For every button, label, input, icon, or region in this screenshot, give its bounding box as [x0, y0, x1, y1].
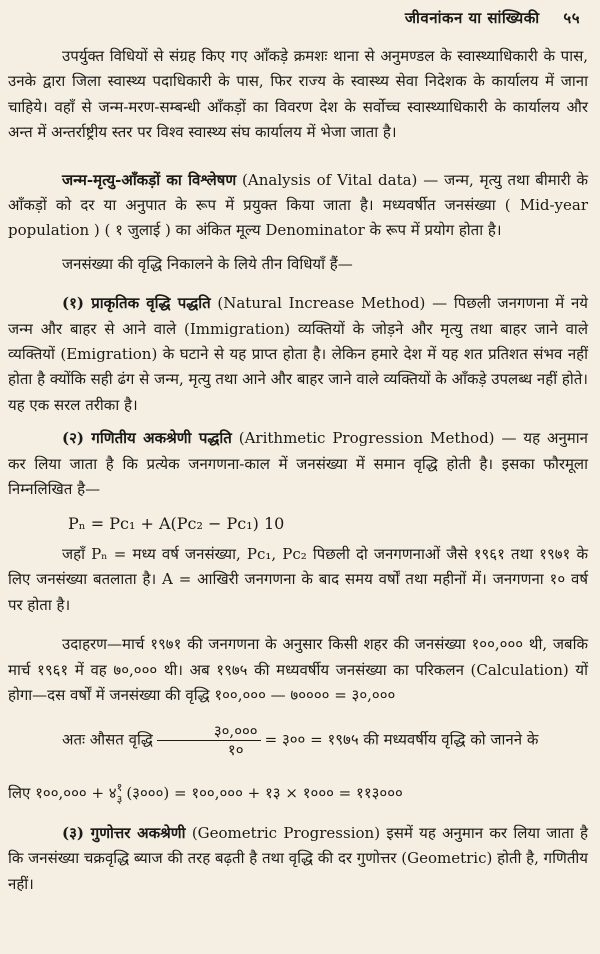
- heading-geometric: (३) गुणोत्तर अकश्रेणी: [62, 823, 186, 842]
- heading-natural-increase: (१) प्राकृतिक वृद्धि पद्धति: [62, 294, 211, 313]
- heading-arithmetic: (२) गणितीय अकश्रेणी पद्धति: [62, 429, 232, 448]
- paragraph-three-methods: जनसंख्या की वृद्धि निकालने के लिये तीन विधियाँ हैं—: [62, 254, 353, 273]
- calc-average-prefix: अतः औसत वृद्धि: [62, 730, 153, 749]
- calc-result-prefix: लिए १००,००० + ४: [8, 784, 117, 803]
- paragraph-geometric: [8, 821, 588, 897]
- formula-arithmetic: Pₙ = Pc₁ + A(Pc₂ − Pc₁) 10: [68, 513, 285, 533]
- fraction-denominator: १०: [227, 741, 244, 760]
- calculation-result: [8, 781, 588, 806]
- running-header: [405, 8, 580, 28]
- paragraph-data-flow: उपर्युक्त विधियों से संग्रह किए गए आँकड़े क्रमशः थाना से अनुमण्डल के स्वास्थ्याधिकारी के पास, उनके द्वारा जिला स्वास्थ्य पदाधिकारी के पास, फिर राज्य के स्वास्थ्य सेवा निदेशक के कार्यालय में जाना चाहिये। वहाँ से जन्म-मरण-सम्बन्धी आँकड़ों का विवरण देश के सर्वोच्च स्वास्थ्याधिकारी के कार्यालय और अन्त में अन्तर्राष्ट्रीय स्तर पर विश्व स्वास्थ्य संघ कार्यालय में भेजा जाता है।: [8, 47, 588, 142]
- header-title: जीवनांकन या सांख्यिकी: [404, 9, 540, 27]
- paragraph-example: उदाहरण—मार्च १९७१ की जनगणना के अनुसार किसी शहर की जनसंख्या १००,००० थी, जबकि मार्च १९६१ में वह ७०,००० थी। अब १९७५ की मध्यवर्षीय जनसंख्या का परिकलन (Calculation) यों होगा—दस वर्षों में जनसंख्या की वृद्धि १००,००० — ७०००० = ३०,०००: [8, 635, 588, 704]
- calc-average-suffix: = ३०० = १९७५ की मध्यवर्षीय वृद्धि को जानने के: [264, 730, 539, 749]
- mixed-fraction: [117, 782, 123, 806]
- page-body: [8, 44, 588, 897]
- paragraph-arithmetic: [8, 426, 588, 502]
- fraction-numerator: ३०,०००: [157, 722, 261, 741]
- fraction-average: [157, 722, 261, 759]
- paragraph-vital-analysis: [8, 168, 588, 244]
- heading-vital-analysis: जन्म-मृत्यु-आँकड़ों का विश्लेषण: [62, 170, 237, 189]
- text-geometric: (Geometric Progression) इसमें यह अनुमान कर लिया जाता है कि जनसंख्या चक्रवृद्धि ब्याज की तरह बढ़ती है तथा वृद्धि की दर गुणोत्तर (Geometric) होती है, गणितीय नहीं।: [8, 823, 588, 893]
- paragraph-natural-increase: [8, 291, 588, 418]
- text-arithmetic: (Arithmetic Progression Method) — यह अनुमान कर लिया जाता है कि प्रत्येक जनगणना-काल में जनसंख्या में समान वृद्धि होती है। इसका फौरमूला निम्नलिखित है—: [8, 429, 588, 499]
- page-number: ५५: [563, 9, 580, 27]
- text-vital-analysis: (Analysis of Vital data) — जन्म, मृत्यु तथा बीमारी के आँकड़ों को दर या अनुपात के रूप में प्रयुक्त किया जाता है। मध्यवर्षीत जनसंख्या ( Mid-year population ) ( १ जुलाई ) का अंकित मूल्य Denominator के रूप में प्रयोग होता है।: [8, 170, 588, 240]
- calculation-average: [8, 722, 588, 759]
- paragraph-formula-legend: जहाँ Pₙ = मध्य वर्ष जनसंख्या, Pc₁, Pc₂ पिछली दो जनगणनाओं जैसे १९६१ तथा १९७१ के लिए जनसंख्या बतलाता है। A = आखिरी जनगणना के बाद समय वर्षों तथा महीनों में। जनगणना १० वर्ष पर होता है।: [8, 544, 588, 614]
- calc-result-suffix: (३०००) = १००,००० + १३ × १००० = ११३०००: [126, 784, 403, 803]
- mixed-fraction-denominator: ३: [116, 793, 123, 807]
- mixed-fraction-numerator: १: [116, 781, 123, 795]
- text-natural-increase: (Natural Increase Method) — पिछली जनगणना में नये जन्म और बाहर से आने वाले (Immigration) व्यक्तियों के जोड़ने और मृत्यु तथा बाहर जाने वाले व्यक्तियों (Emigration) के घटाने से यह प्राप्त होता है। लेकिन हमारे देश में यह शत प्रतिशत संभव नहीं होता है क्योंकि सही ढंग से जन्म, मृत्यु तथा आने और बाहर जाने वाले व्यक्तियों के आँकड़े उपलब्ध नहीं होते। यह एक सरल तरीका है।: [8, 294, 588, 414]
